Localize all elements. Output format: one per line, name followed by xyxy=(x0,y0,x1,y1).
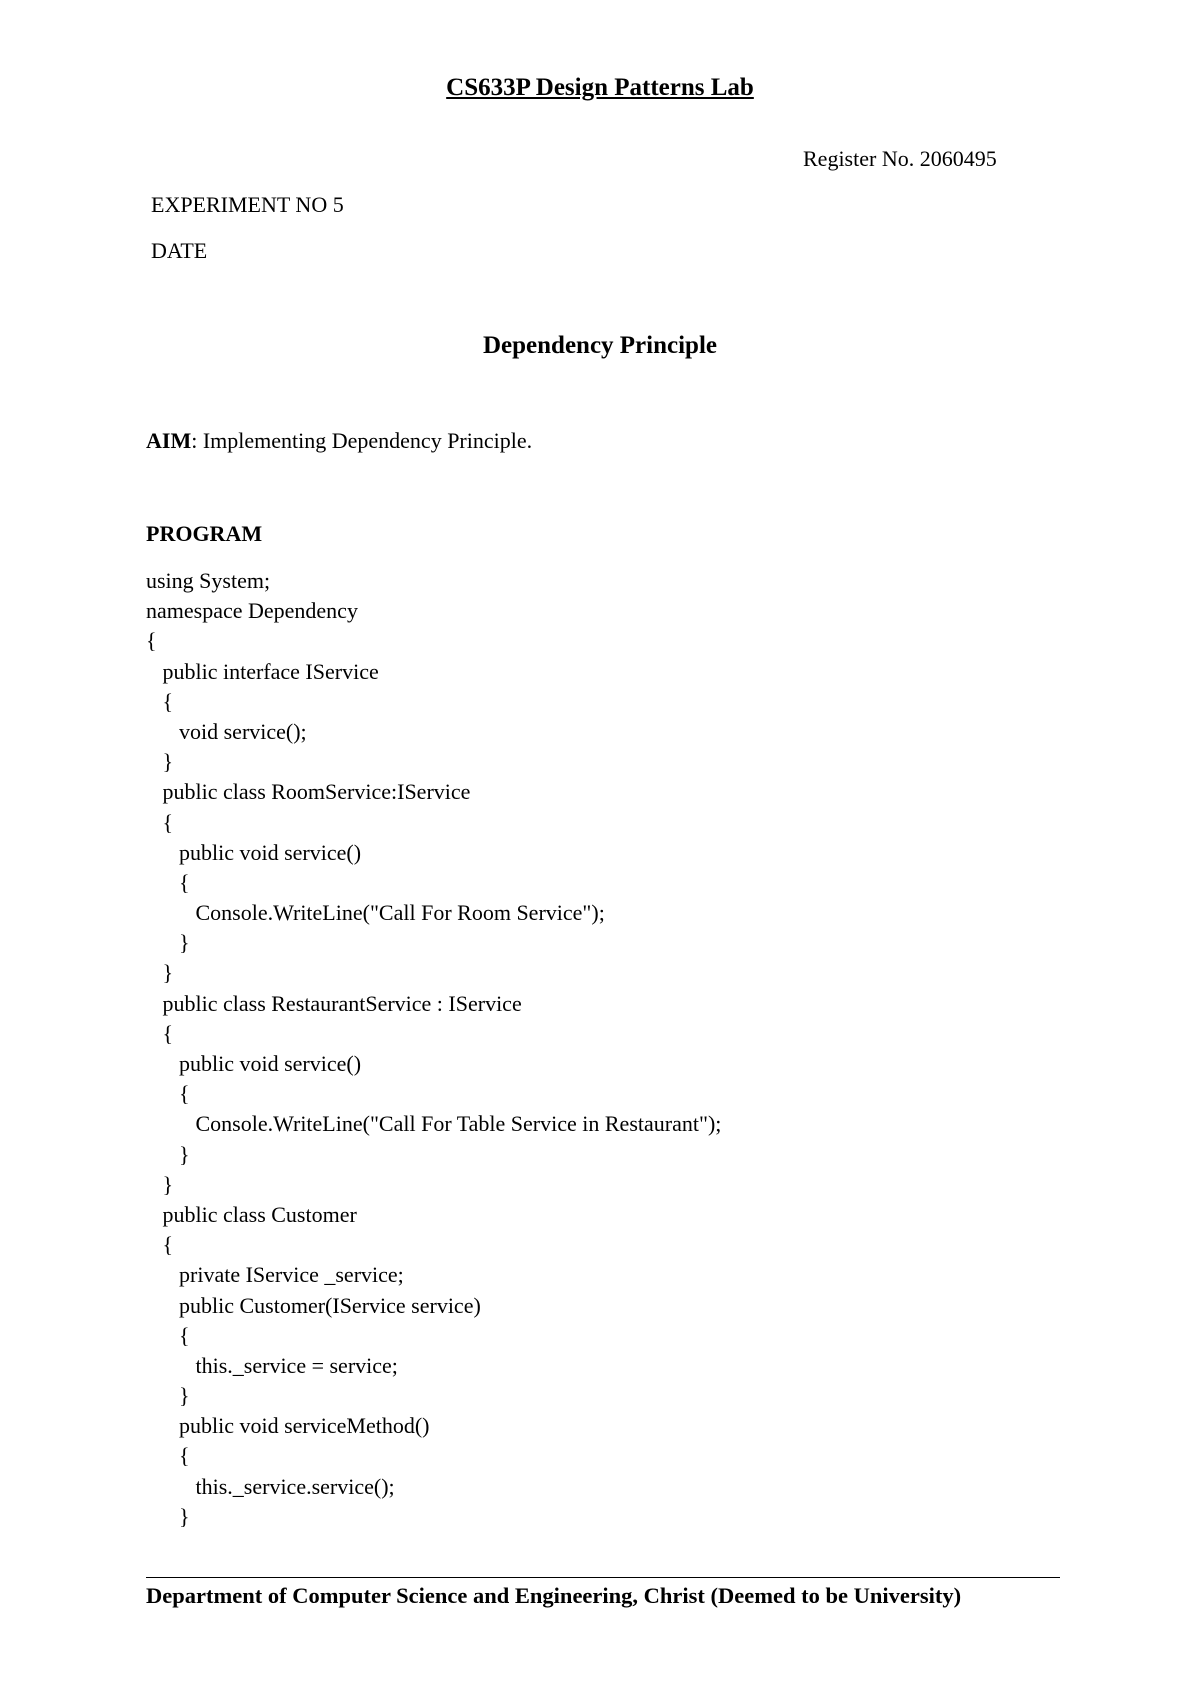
code-line: { xyxy=(146,1443,190,1469)
subject-title: Dependency Principle xyxy=(482,332,717,359)
code-line: { xyxy=(146,1020,174,1046)
code-line: } xyxy=(146,960,174,986)
code-line: } xyxy=(146,1141,190,1167)
code-line: } xyxy=(146,749,174,775)
code-line: public void serviceMethod() xyxy=(146,1413,430,1439)
code-line: { xyxy=(146,809,174,835)
date-label: DATE xyxy=(151,238,208,263)
footer-divider xyxy=(146,1577,1060,1578)
page-title: CS633P Design Patterns Lab xyxy=(446,74,754,101)
code-line: void service(); xyxy=(146,718,307,744)
code-line: using System; xyxy=(146,568,271,593)
code-block xyxy=(146,566,721,1532)
experiment-number: EXPERIMENT NO 5 xyxy=(151,192,344,217)
code-line: } xyxy=(146,1503,190,1529)
code-line: { xyxy=(146,1322,190,1348)
footer-text: Department of Computer Science and Engineering, Christ (Deemed to be University) xyxy=(146,1583,962,1608)
code-line: } xyxy=(146,930,190,956)
code-line: { xyxy=(146,869,190,895)
code-line: public Customer(IService service) xyxy=(146,1292,481,1318)
code-line: private IService _service; xyxy=(146,1262,404,1288)
code-line: public void service() xyxy=(146,839,362,865)
program-heading: PROGRAM xyxy=(146,521,263,546)
code-line: public class Customer xyxy=(146,1201,357,1227)
code-line: Console.WriteLine("Call For Room Service"); xyxy=(146,900,605,926)
aim-line xyxy=(146,428,532,454)
code-line: } xyxy=(146,1171,174,1197)
code-line: this._service.service(); xyxy=(146,1473,395,1499)
code-line: Console.WriteLine("Call For Table Service in Restaurant"); xyxy=(146,1111,722,1137)
code-line: } xyxy=(146,1383,190,1409)
code-line: public class RoomService:IService xyxy=(146,779,471,805)
code-line: public interface IService xyxy=(146,658,379,684)
register-number: Register No. 2060495 xyxy=(803,146,997,171)
code-line: { xyxy=(146,1232,174,1258)
code-line: namespace Dependency xyxy=(146,598,358,624)
code-line: public void service() xyxy=(146,1051,362,1076)
aim-label: AIM xyxy=(146,428,192,453)
code-line: this._service = service; xyxy=(146,1352,398,1378)
code-line: { xyxy=(146,1081,190,1107)
code-line: { xyxy=(146,688,174,714)
code-line: public class RestaurantService : IService xyxy=(146,990,522,1016)
aim-text: : Implementing Dependency Principle. xyxy=(191,428,533,453)
code-line: { xyxy=(146,628,157,654)
